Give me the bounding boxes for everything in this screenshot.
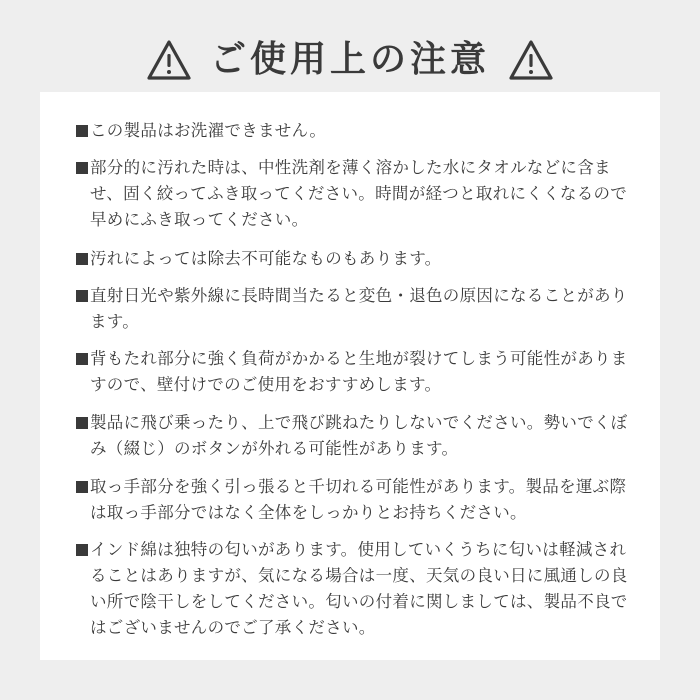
notice-text: 取っ手部分を強く引っ張ると千切れる可能性があります。製品を運ぶ際は取っ手部分ではなく全体をしっかりとお持ちください。	[90, 477, 627, 522]
notice-item	[76, 474, 636, 526]
page-title: ご使用上の注意	[209, 39, 490, 80]
notice-text: この製品はお洗濯できません。	[90, 121, 327, 140]
notice-text: 汚れによっては除去不可能なものもあります。	[90, 249, 442, 268]
notice-text: 直射日光や紫外線に長時間当たると変色・退色の原因になることがあります。	[90, 286, 628, 331]
notice-item	[76, 283, 636, 335]
notice-item	[76, 537, 636, 641]
square-bullet-icon	[76, 290, 88, 302]
notice-item	[76, 246, 636, 272]
square-bullet-icon	[76, 253, 88, 265]
notice-text: インド綿は独特の匂いがあります。使用していくうちに匂いは軽減されることはありますが、気になる場合は一度、天気の良い日に風通しの良い所で陰干しをしてください。匂いの付着に関しましては、製品不良ではございませんのでご了承ください。	[90, 540, 628, 637]
square-bullet-icon	[76, 481, 88, 493]
notice-text: 背もたれ部分に強く負荷がかかると生地が裂けてしまう可能性がありますので、壁付けでのご使用をおすすめします。	[90, 349, 628, 394]
square-bullet-icon	[76, 353, 88, 365]
header	[0, 30, 700, 90]
notice-item	[76, 346, 636, 398]
notice-text: 製品に飛び乗ったり、上で飛び跳ねたりしないでください。勢いでくぼみ（綴じ）のボタンが外れる可能性があります。	[90, 413, 628, 458]
notice-text: 部分的に汚れた時は、中性洗剤を薄く溶かした水にタオルなどに含ませ、固く絞ってふき取ってください。時間が経つと取れにくくなるので早めにふき取ってください。	[90, 158, 628, 229]
square-bullet-icon	[76, 125, 88, 137]
warning-triangle-icon	[146, 39, 192, 81]
notice-item	[76, 410, 636, 462]
notice-card	[40, 92, 660, 660]
notice-item	[76, 118, 636, 144]
square-bullet-icon	[76, 417, 88, 429]
square-bullet-icon	[76, 544, 88, 556]
warning-triangle-icon	[508, 39, 554, 81]
square-bullet-icon	[76, 162, 88, 174]
notice-item	[76, 155, 636, 233]
